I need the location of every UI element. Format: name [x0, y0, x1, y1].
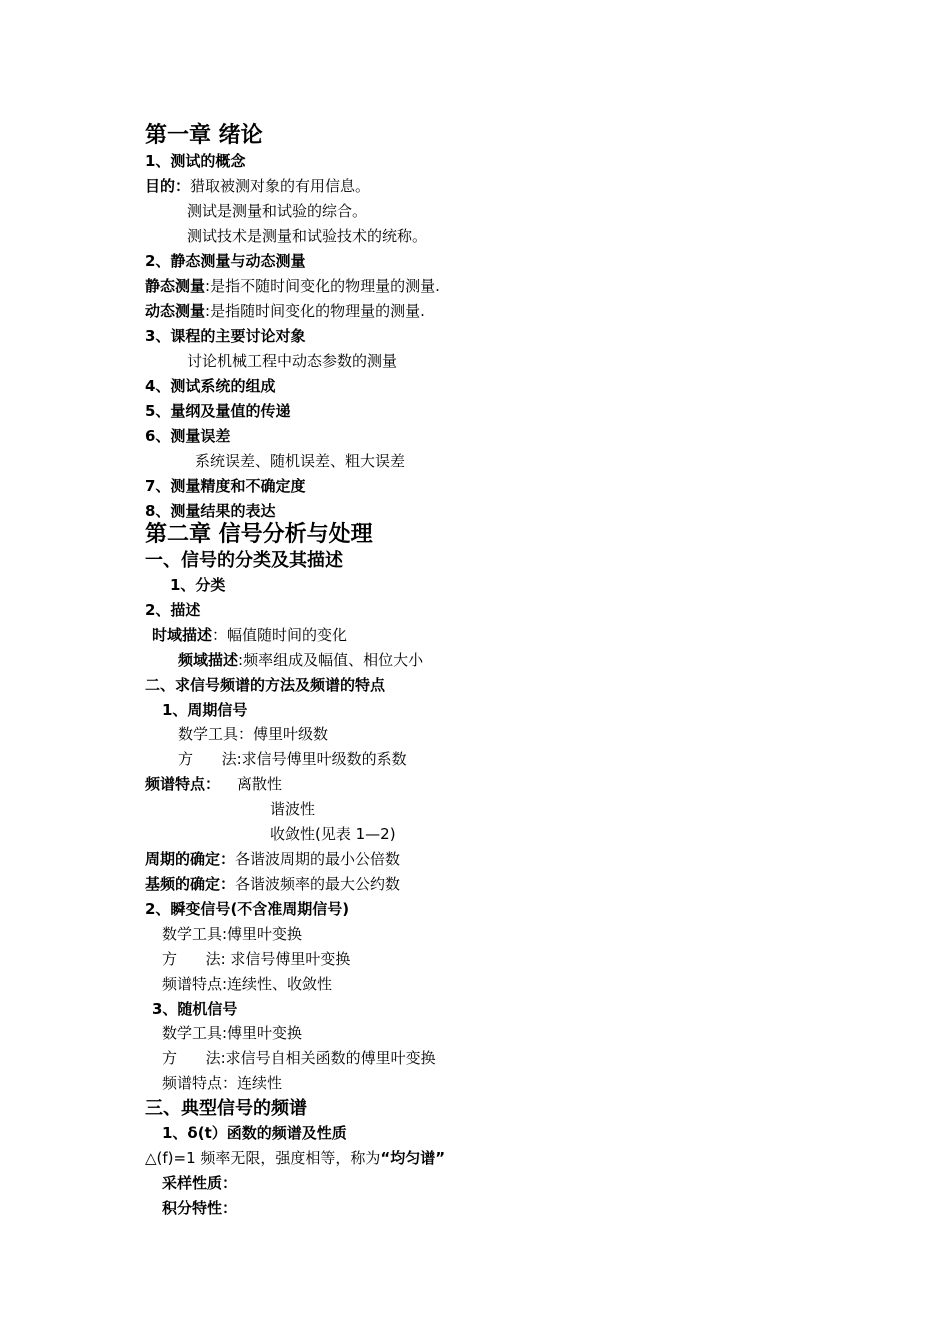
section-heading: 1、测试的概念 [145, 152, 246, 170]
label: 基频的确定： [145, 875, 236, 893]
value: △(f)=1 频率无限，强度相等，称为 [145, 1149, 381, 1167]
label: 目的： [145, 177, 191, 195]
emphasis: “均匀谱” [380, 1149, 446, 1167]
section-heading: 1、δ(t）函数的频谱及性质 [162, 1124, 347, 1142]
text-line: 测试是测量和试验的综合。 [187, 202, 368, 220]
text-line: 测试技术是测量和试验技术的统称。 [187, 227, 428, 245]
text-line: 方 法:求信号傅里叶级数的系数 [178, 750, 407, 768]
chapter-1-title: 第一章 绪论 [145, 123, 263, 148]
text-line: 方 法:求信号自相关函数的傅里叶变换 [162, 1049, 436, 1067]
section-heading: 1、周期信号 [162, 701, 248, 719]
text-line: 收敛性(见表 1—2) [270, 825, 396, 843]
text-line [145, 274, 440, 299]
section-heading: 1、分类 [170, 576, 226, 594]
value: ：幅值随时间的变化 [212, 626, 348, 644]
value: 各谐波周期的最小公倍数 [235, 850, 401, 868]
text-line: 讨论机械工程中动态参数的测量 [187, 352, 398, 370]
text-line: 数学工具：傅里叶级数 [178, 725, 329, 743]
value: 猎取被测对象的有用信息。 [190, 177, 371, 195]
section-heading: 3、随机信号 [152, 1000, 238, 1018]
text-line [178, 648, 423, 673]
value: :是指不随时间变化的物理量的测量. [205, 277, 440, 295]
section-heading: 2、瞬变信号(不含准周期信号) [145, 900, 350, 918]
section-heading: 6、测量误差 [145, 427, 231, 445]
part-heading: 一、信号的分类及其描述 [145, 550, 343, 571]
label: 静态测量 [145, 277, 206, 295]
label: 周期的确定： [145, 850, 236, 868]
text-line [145, 299, 425, 324]
label: 动态测量 [145, 302, 206, 320]
text-line [145, 174, 370, 199]
text-line [152, 623, 347, 648]
section-heading: 3、课程的主要讨论对象 [145, 327, 306, 345]
text-line: 频谱特点:连续性、收敛性 [162, 975, 333, 993]
text-line: 数学工具:傅里叶变换 [162, 1024, 303, 1042]
value: :是指随时间变化的物理量的测量. [205, 302, 425, 320]
text-line: 离散性 [237, 775, 283, 793]
chapter-2-title: 第二章 信号分析与处理 [145, 522, 373, 547]
section-heading: 2、描述 [145, 601, 201, 619]
section-heading: 积分特性： [162, 1199, 238, 1217]
label: 频谱特点： [145, 775, 221, 793]
text-line: 系统误差、随机误差、粗大误差 [195, 452, 406, 470]
text-line [145, 1146, 445, 1171]
section-heading: 5、量纲及量值的传递 [145, 402, 291, 420]
text-line: 数学工具:傅里叶变换 [162, 925, 303, 943]
text-line: 谐波性 [270, 800, 316, 818]
label: 时域描述 [152, 626, 213, 644]
section-heading: 采样性质： [162, 1174, 238, 1192]
text-line: 频谱特点：连续性 [162, 1074, 283, 1092]
text-line [145, 847, 400, 872]
text-line: 方 法: 求信号傅里叶变换 [162, 950, 351, 968]
section-heading: 7、测量精度和不确定度 [145, 477, 306, 495]
value: 各谐波频率的最大公约数 [235, 875, 401, 893]
section-heading: 4、测试系统的组成 [145, 377, 276, 395]
part-heading: 三、典型信号的频谱 [145, 1098, 307, 1119]
value: :频率组成及幅值、相位大小 [238, 651, 424, 669]
section-heading: 2、静态测量与动态测量 [145, 252, 306, 270]
label: 频域描述 [178, 651, 239, 669]
section-heading: 8、测量结果的表达 [145, 502, 276, 520]
section-heading: 二、求信号频谱的方法及频谱的特点 [145, 676, 386, 694]
text-line [145, 872, 400, 897]
